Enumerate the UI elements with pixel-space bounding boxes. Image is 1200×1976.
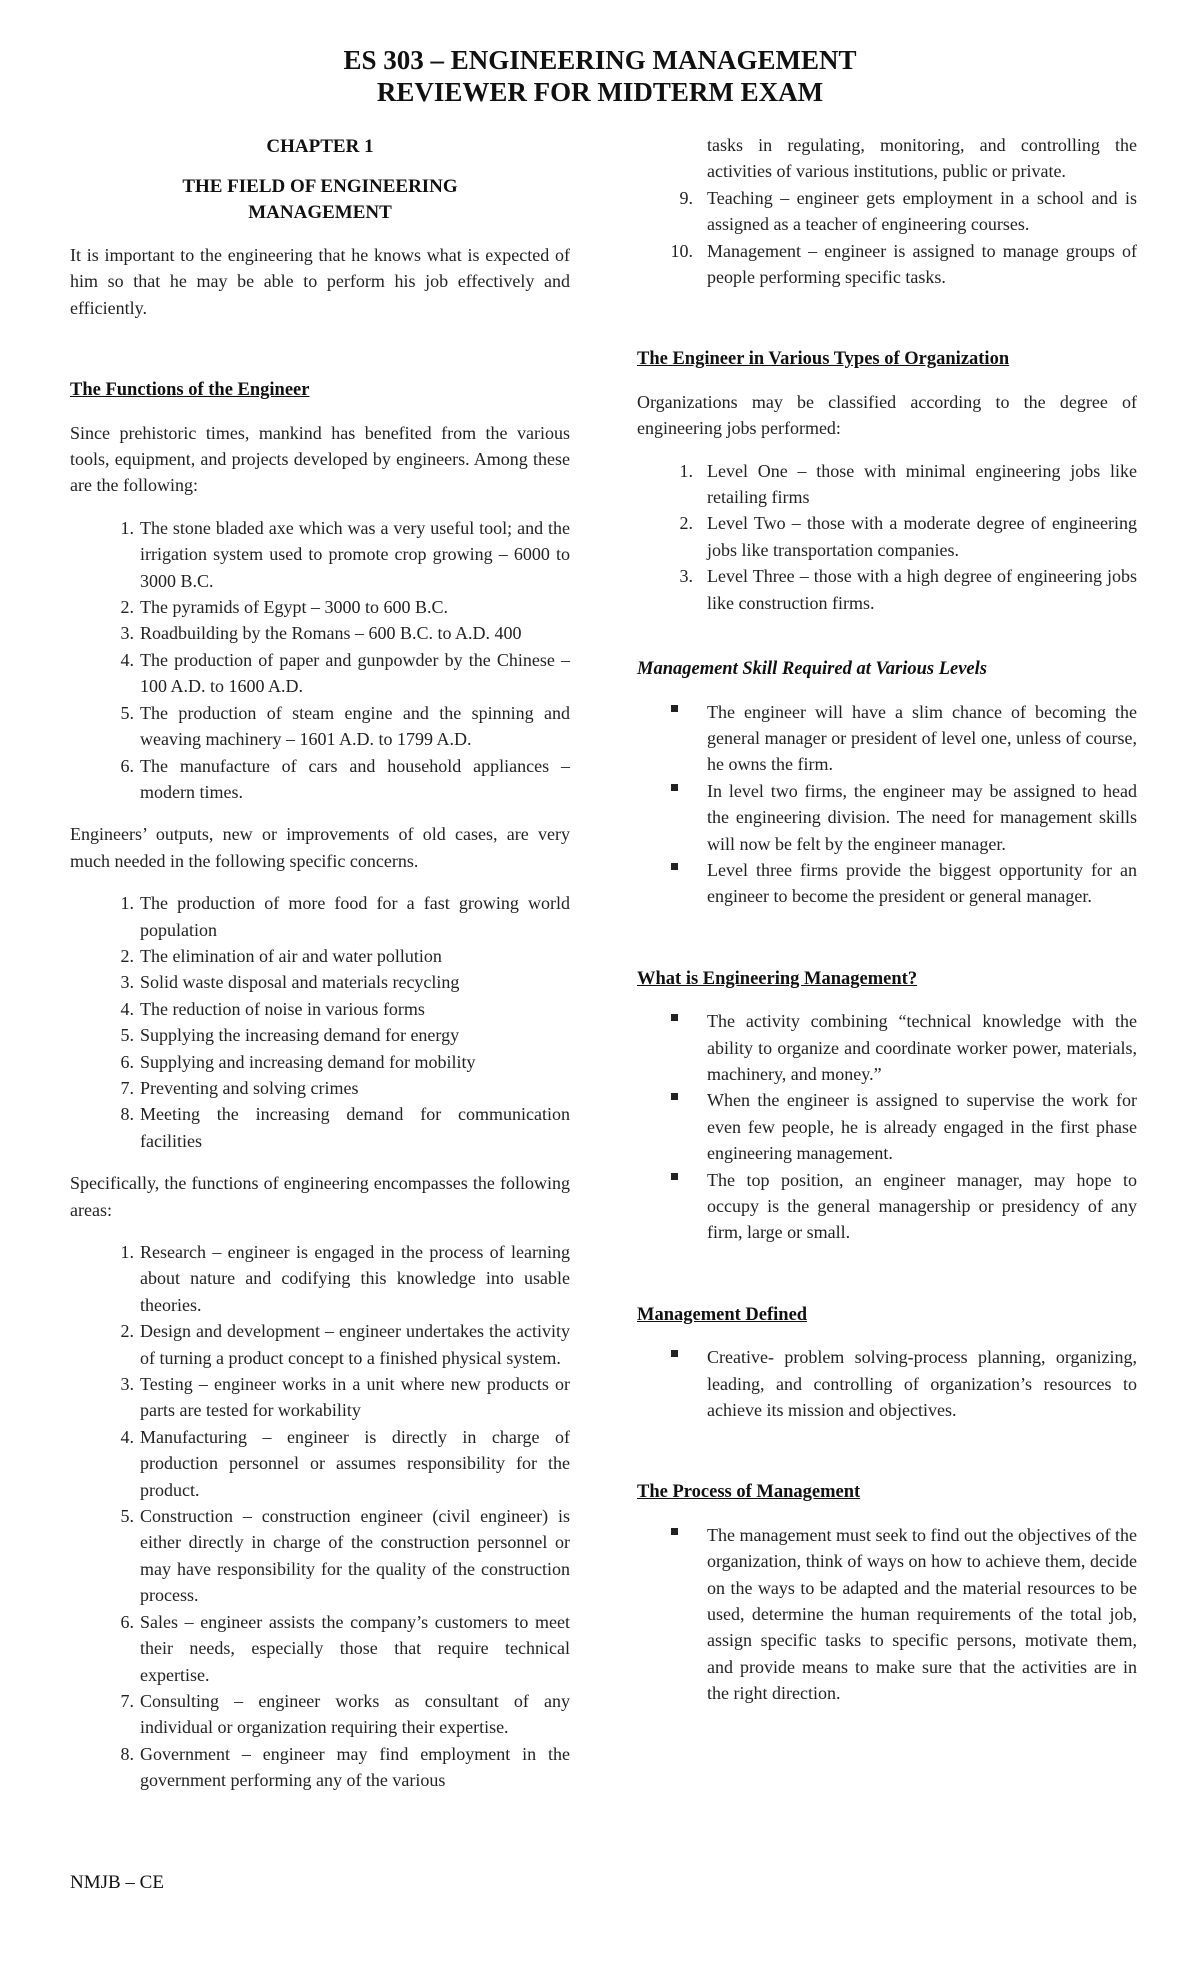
list-item: The management must seek to find out the objectives of the organization, think of ways on how to achieve them, decide on the ways to be adapted and the material resources to be used, determine the human requirements of the total job, assign specific tasks to specific persons, motivate them, and provide means to make sure that the activities are in the right direction. <box>637 1522 1137 1707</box>
defined-heading: Management Defined <box>637 1304 808 1325</box>
list-item: Level three firms provide the biggest opportunity for an engineer to become the president or general manager. <box>637 857 1137 910</box>
list-item: The activity combining “technical knowledge with the ability to organize and coordinate worker power, materials, machinery, and money.” <box>637 1008 1137 1087</box>
chapter-title-line-1: THE FIELD OF ENGINEERING <box>182 176 458 197</box>
concerns-list <box>70 890 570 1154</box>
page-footer: NMJB – CE <box>70 1872 164 1893</box>
chapter-label: CHAPTER 1 <box>266 136 374 157</box>
title-line-1: ES 303 – ENGINEERING MANAGEMENT <box>343 45 857 75</box>
functions-intro: Since prehistoric times, mankind has benefited from the various tools, equipment, and projects developed by engineers. Among these are the following: <box>70 422 570 496</box>
list-item: 2. Design and development – engineer undertakes the activity of turning a product concept to a finished physical system. <box>120 1321 570 1368</box>
chapter-title <box>70 174 570 226</box>
list-item: 3. Level Three – those with a high degree of engineering jobs like construction firms. <box>679 566 1137 613</box>
list-item: 4. The reduction of noise in various forms <box>120 998 425 1019</box>
list-item: 4. The production of paper and gunpowder by the Chinese – 100 A.D. to 1600 A.D. <box>120 649 570 697</box>
list-item: 8. Meeting the increasing demand for communication facilities <box>120 1104 570 1151</box>
history-list <box>70 515 570 805</box>
process-list <box>637 1522 1137 1707</box>
areas-list <box>70 1239 570 1794</box>
list-item: tasks in regulating, monitoring, and controlling the activities of various institutions, public or private. <box>707 135 1137 182</box>
right-column <box>637 134 1137 1707</box>
list-item: 5. Supplying the increasing demand for energy <box>120 1025 460 1046</box>
left-column <box>70 134 570 1794</box>
list-item: 2. The elimination of air and water pollution <box>120 945 442 966</box>
list-item: The top position, an engineer manager, may hope to occupy is the general managership or presidency of any firm, large or small. <box>637 1167 1137 1246</box>
chapter-title-line-2: MANAGEMENT <box>248 202 392 223</box>
list-item: 5. The production of steam engine and the spinning and weaving machinery – 1601 A.D. to 1799 A.D. <box>120 702 570 750</box>
defined-list <box>637 1344 1137 1423</box>
list-item: 6. Sales – engineer assists the company’s customers to meet their needs, especially those that require technical expertise. <box>120 1611 570 1685</box>
list-item: 7. Consulting – engineer works as consultant of any individual or organization requiring their expertise. <box>120 1690 570 1738</box>
bullet-square-icon <box>671 784 678 791</box>
title-line-2: REVIEWER FOR MIDTERM EXAM <box>376 77 824 107</box>
list-item: 1. Level One – those with minimal engineering jobs like retailing firms <box>679 460 1137 508</box>
list-item: 4. Manufacturing – engineer is directly in charge of production personnel or assumes responsibility for the product. <box>120 1426 570 1500</box>
bullet-square-icon <box>671 705 678 712</box>
bullet-square-icon <box>671 1014 678 1021</box>
list-item: 6. Supplying and increasing demand for mobility <box>120 1051 476 1072</box>
document-title <box>0 44 1200 108</box>
skills-list <box>637 699 1137 910</box>
bullet-square-icon <box>671 1173 678 1180</box>
functions-heading: The Functions of the Engineer <box>70 380 310 401</box>
bullet-square-icon <box>671 1528 678 1535</box>
organization-heading: The Engineer in Various Types of Organization <box>637 349 1010 370</box>
outputs-intro: Engineers’ outputs, new or improvements of old cases, are very much needed in the following specific concerns. <box>70 824 570 871</box>
list-item: 5. Construction – construction engineer (civil engineer) is either directly in charge of the construction personnel or may have responsibility for the quality of the construction process. <box>120 1506 570 1606</box>
what-is-heading: What is Engineering Management? <box>637 968 918 989</box>
list-item: 3. Solid waste disposal and materials recycling <box>120 972 460 993</box>
list-item: Creative- problem solving-process planning, organizing, leading, and controlling of organization’s resources to achieve its mission and objectives. <box>637 1344 1137 1423</box>
process-heading: The Process of Management <box>637 1482 861 1503</box>
skills-heading: Management Skill Required at Various Levels <box>637 659 987 680</box>
list-item: 6. The manufacture of cars and household appliances – modern times. <box>120 755 570 802</box>
organization-intro: Organizations may be classified according to the degree of engineering jobs performed: <box>637 391 1137 439</box>
areas-intro: Specifically, the functions of engineering encompasses the following areas: <box>70 1173 570 1220</box>
list-item: In level two firms, the engineer may be assigned to head the engineering division. The need for management skills will now be felt by the engineer manager. <box>637 778 1137 857</box>
areas-list-continued <box>637 132 1137 290</box>
list-item: The engineer will have a slim chance of becoming the general manager or president of level one, unless of course, he owns the firm. <box>637 699 1137 778</box>
bullet-square-icon <box>671 1350 678 1357</box>
list-item: 7. Preventing and solving crimes <box>120 1077 359 1098</box>
bullet-square-icon <box>671 863 678 870</box>
list-item: 1. The production of more food for a fast growing world population <box>120 893 570 940</box>
what-is-list <box>637 1008 1137 1246</box>
chapter-intro: It is important to the engineering that he knows what is expected of him so that he may be able to perform his job effectively and efficiently. <box>70 245 570 318</box>
bullet-square-icon <box>671 1093 678 1100</box>
list-item: 10. Management – engineer is assigned to manage groups of people performing specific tasks. <box>670 240 1137 288</box>
list-item: 9. Teaching – engineer gets employment in a school and is assigned as a teacher of engineering courses. <box>679 187 1137 235</box>
list-item: 1. Research – engineer is engaged in the process of learning about nature and codifying this knowledge into usable theories. <box>120 1242 570 1315</box>
list-item: 2. The pyramids of Egypt – 3000 to 600 B.C. <box>120 597 448 618</box>
levels-list <box>637 458 1137 616</box>
list-item: 3. Testing – engineer works in a unit where new products or parts are tested for workability <box>120 1374 570 1421</box>
list-item: When the engineer is assigned to supervise the work for even few people, he is already engaged in the first phase engineering management. <box>637 1087 1137 1166</box>
list-item: 3. Roadbuilding by the Romans – 600 B.C. to A.D. 400 <box>120 623 522 644</box>
list-item: 8. Government – engineer may find employment in the government performing any of the various <box>120 1743 570 1791</box>
list-item: 1. The stone bladed axe which was a very useful tool; and the irrigation system used to promote crop growing – 6000 to 3000 B.C. <box>120 517 570 591</box>
list-item: 2. Level Two – those with a moderate degree of engineering jobs like transportation companies. <box>679 513 1137 560</box>
